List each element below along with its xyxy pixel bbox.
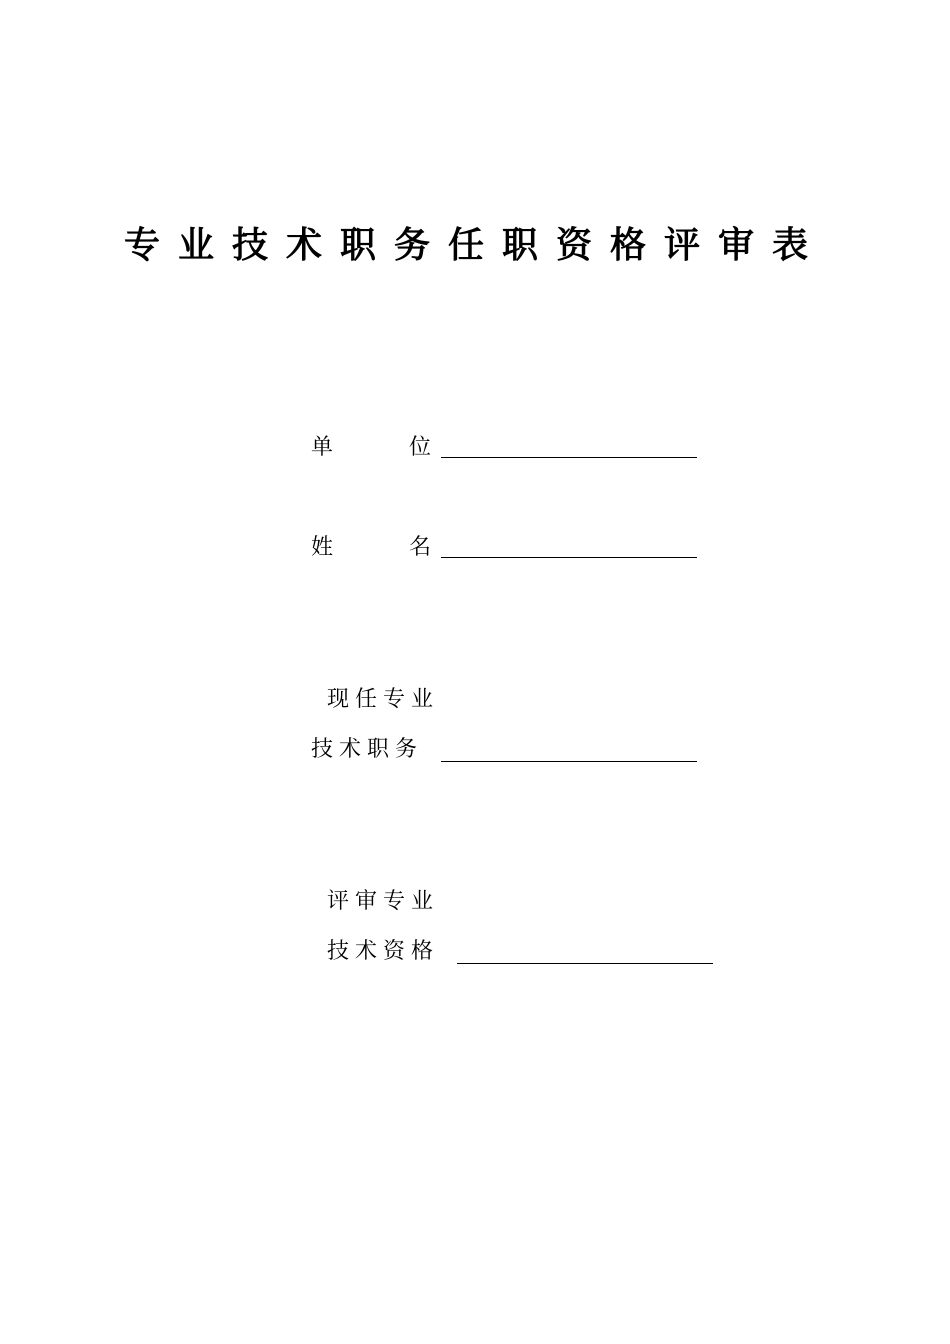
- name-label-char2: 名: [409, 535, 432, 560]
- current-title-underline[interactable]: [441, 761, 697, 762]
- review-title-field: [0, 936, 950, 968]
- current-title-label-line1: 现任专业: [327, 687, 440, 712]
- unit-field: [0, 432, 950, 464]
- unit-label-char2: 位: [409, 435, 432, 460]
- name-underline[interactable]: [441, 557, 697, 558]
- review-title-underline[interactable]: [457, 963, 713, 964]
- review-title-label-line2: 技术资格: [327, 939, 440, 964]
- name-label-char1: 姓: [311, 535, 334, 560]
- current-title-field: [0, 734, 950, 766]
- current-title-label-line2: 技术职务: [311, 737, 424, 762]
- unit-underline[interactable]: [441, 457, 697, 458]
- review-title-label-line1: 评审专业: [327, 889, 440, 914]
- unit-label-char1: 单: [311, 435, 334, 460]
- name-field: [0, 532, 950, 564]
- page-title: 专业技术职务任职资格评审表: [123, 225, 826, 266]
